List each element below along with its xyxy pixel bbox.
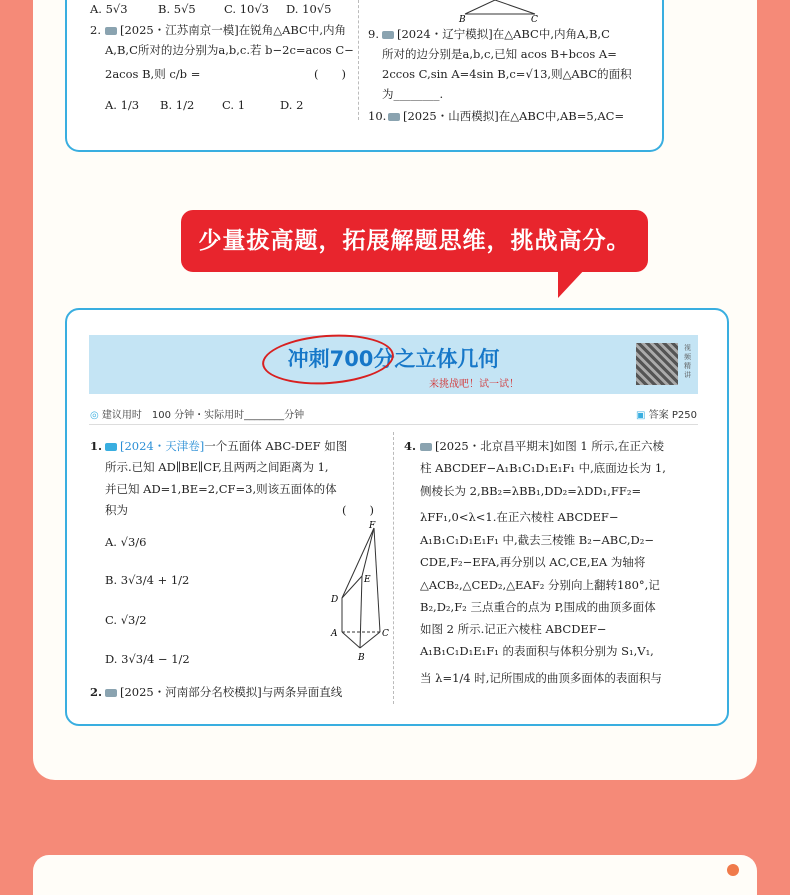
q1-line4: 积为 <box>105 503 128 517</box>
chapter-subtitle: 来挑战吧！试一试！ <box>429 379 519 390</box>
q2-line3: 2acos B,则 c/b = <box>105 67 201 81</box>
q9-line3: 2ccos C,sin A=4sin B,c=√13,则△ABC的面积 <box>382 67 632 81</box>
figure-label-d: D <box>331 595 339 605</box>
q10-num: 10. <box>368 109 387 123</box>
q4-line5: A₁B₁C₁D₁E₁F₁ 中,截去三棱锥 B₂−ABC,D₂− <box>420 533 654 547</box>
qr-label: 视频精讲 <box>684 344 691 379</box>
figure-label-c: C <box>382 629 389 639</box>
q1-line2: 所示.已知 AD∥BE∥CF,且两两之间距离为 1, <box>105 460 329 474</box>
q1-line3: 并已知 AD=1,BE=2,CF=3,则该五面体的体 <box>105 482 337 496</box>
header-divider <box>89 424 698 425</box>
q4-line6: CDE,F₂−EFA,再分别以 AC,CE,EA 为轴将 <box>420 555 646 569</box>
q1-option-d: D. 3√3/4 − 1/2 <box>105 652 190 666</box>
difficulty-icon <box>105 443 117 451</box>
chapter-banner <box>89 335 698 394</box>
q2-num: 2. <box>90 23 101 37</box>
q9-line4: 为________. <box>382 87 444 101</box>
q9-line2: 所对的边分别是a,b,c,已知 acos B+bcos A= <box>382 47 617 61</box>
q4-line10: A₁B₁C₁D₁E₁F₁ 的表面积与体积分别为 S₁,V₁, <box>420 644 654 658</box>
triangle-label-b: B <box>459 15 466 24</box>
chapter-title: 冲刺700分之立体几何 <box>287 347 500 371</box>
q4-line1: [2025・北京昌平期末]如图 1 所示,在正六棱 <box>420 436 664 456</box>
q1-option-c: C. √3/2 <box>105 613 147 627</box>
answer-ref: ▣ 答案 P250 <box>636 410 697 421</box>
triangle-figure <box>455 0 555 24</box>
q4-num: 4. <box>404 439 417 453</box>
difficulty-icon <box>382 31 394 39</box>
q2-option-d: D. 2 <box>280 98 304 112</box>
q1-line1: [2024・天津卷]一个五面体 ABC-DEF 如图 <box>105 436 347 456</box>
prev-option-b: B. 5√5 <box>158 2 196 16</box>
q2b-line1: [2025・河南部分名校模拟]与两条异面直线 <box>105 682 342 702</box>
q1-option-b: B. 3√3/4 + 1/2 <box>105 573 190 587</box>
triangle-label-c: C <box>531 15 538 24</box>
q1-num: 1. <box>90 439 103 453</box>
dot-icon <box>727 864 739 876</box>
figure-label-a: A <box>331 629 338 639</box>
difficulty-icon <box>388 113 400 121</box>
q9-num: 9. <box>368 27 379 41</box>
prev-option-a: A. 5√3 <box>90 2 128 16</box>
q4-line4: λFF₁,0<λ<1.在正六棱柱 ABCDEF− <box>420 510 619 524</box>
difficulty-icon <box>105 27 117 35</box>
q2-line2: A,B,C所对的边分别为a,b,c.若 b−2c=acos C− <box>105 43 354 57</box>
time-bar: ◎ 建议用时 100 分钟・实际用时________分钟 <box>90 410 305 421</box>
clock-icon: ◎ <box>90 410 99 421</box>
figure-label-e: E <box>364 575 371 585</box>
q4-line3: 侧棱长为 2,BB₂=λBB₁,DD₂=λDD₁,FF₂= <box>420 484 642 498</box>
callout-bubble: 少量拔高题，拓展解题思维，挑战高分。 <box>181 210 648 272</box>
q2-option-c: C. 1 <box>222 98 246 112</box>
pentahedron-figure <box>328 520 392 665</box>
q4-line8: B₂,D₂,F₂ 三点重合的点为 P,围成的曲顶多面体 <box>420 600 656 614</box>
q2-line1: [2025・江苏南京一模]在锐角△ABC中,内角 <box>105 20 346 40</box>
callout-tail <box>558 268 586 298</box>
q4-line11: 当 λ=1/4 时,记所围成的曲顶多面体的表面积与 <box>420 671 662 685</box>
q9-line1: [2024・辽宁模拟]在△ABC中,内角A,B,C <box>382 24 610 44</box>
qr-code-icon[interactable] <box>636 343 678 385</box>
q1-option-a: A. √3/6 <box>105 535 147 549</box>
q10-line1: [2025・山西模拟]在△ABC中,AB=5,AC= <box>388 106 624 126</box>
q4-line2: 柱 ABCDEF−A₁B₁C₁D₁E₁F₁ 中,底面边长为 1, <box>420 461 666 475</box>
book-icon: ▣ <box>636 410 646 421</box>
q2b-num: 2. <box>90 685 103 699</box>
q1-answer-paren: ( ) <box>342 503 374 517</box>
next-card <box>33 855 757 895</box>
difficulty-icon <box>420 443 432 451</box>
top-column-divider <box>358 0 359 120</box>
q4-line7: △ACB₂,△CED₂,△EAF₂ 分别向上翻转180°,记 <box>420 578 660 592</box>
figure-label-b: B <box>358 653 365 663</box>
difficulty-icon <box>105 689 117 697</box>
prev-option-d: D. 10√5 <box>286 2 332 16</box>
figure-label-f: F <box>369 521 376 531</box>
main-column-divider <box>393 432 394 704</box>
q2-answer-paren: ( ) <box>314 67 346 81</box>
q2-option-a: A. 1/3 <box>105 98 140 112</box>
q2-option-b: B. 1/2 <box>160 98 195 112</box>
q4-line9: 如图 2 所示.记正六棱柱 ABCDEF− <box>420 622 607 636</box>
prev-option-c: C. 10√3 <box>224 2 269 16</box>
